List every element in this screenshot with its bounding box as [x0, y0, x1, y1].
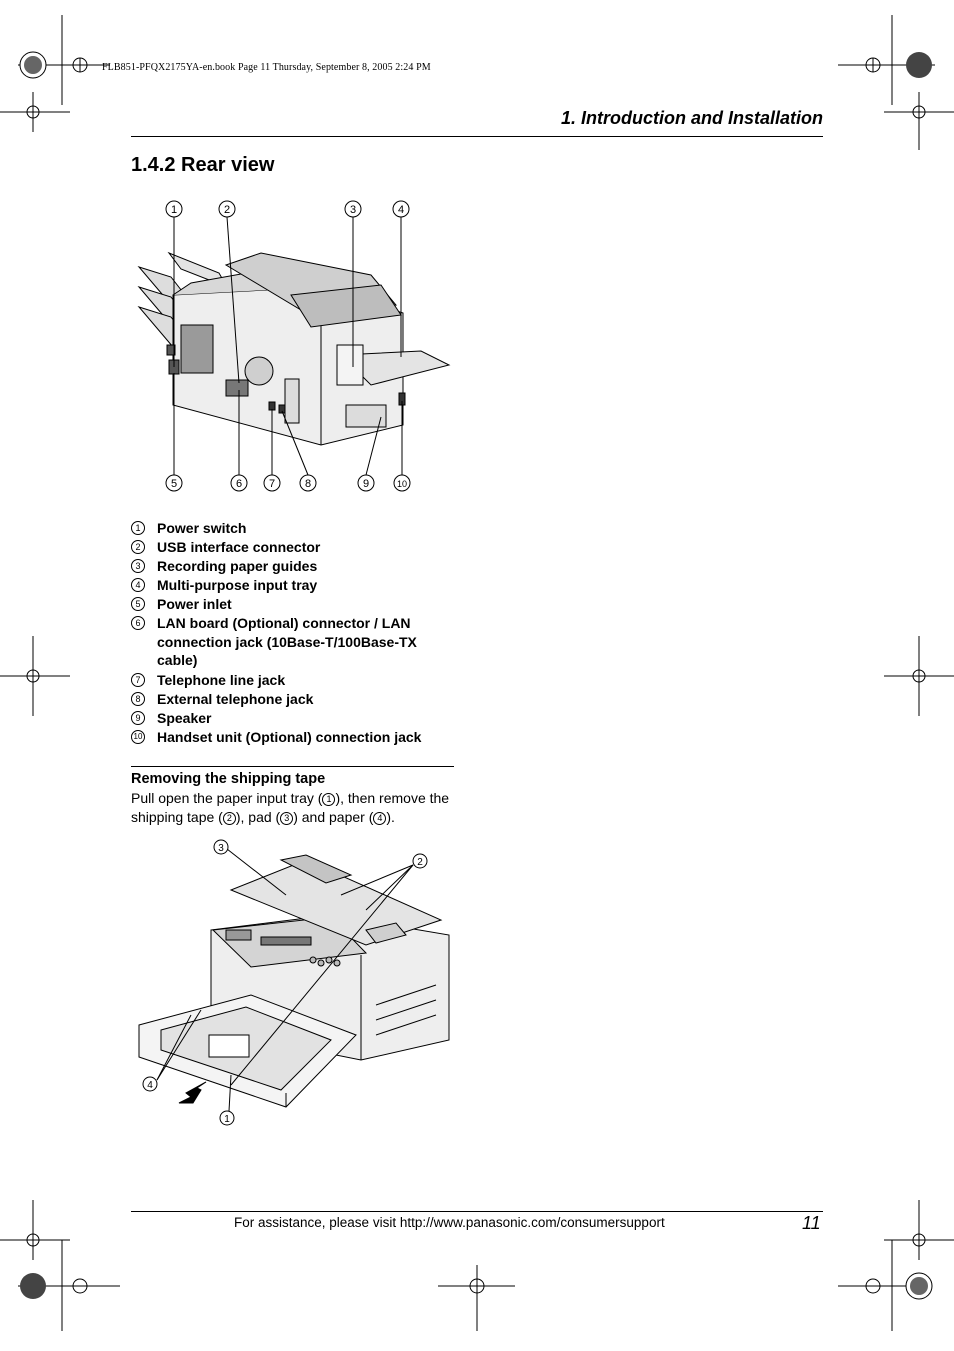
- item-label: Power switch: [157, 520, 247, 536]
- footer-rule: [131, 1211, 823, 1212]
- item-label: Telephone line jack: [157, 671, 286, 688]
- subsection-title: Removing the shipping tape: [131, 771, 326, 787]
- item-label: Speaker: [157, 709, 212, 726]
- item-number: 3: [131, 559, 145, 573]
- text-segment: ), pad (: [235, 809, 281, 825]
- list-item: [131, 671, 461, 690]
- rear-callout-label: 3: [349, 204, 357, 216]
- front-callout-label: 3: [218, 843, 224, 854]
- front-callout-label: 1: [224, 1114, 230, 1125]
- item-number: 5: [131, 597, 145, 611]
- inline-number: 3: [280, 812, 293, 825]
- rear-callout-label: 1: [170, 204, 178, 216]
- text-segment: ), then remove the shipping tape (: [131, 790, 450, 825]
- rear-callout-label: 4: [397, 204, 405, 216]
- rear-view-illustration: [131, 195, 461, 500]
- list-item: [131, 614, 461, 670]
- rear-callout-label: 8: [304, 478, 312, 490]
- text-segment: ) and paper (: [293, 809, 374, 825]
- text-segment: Pull open the paper input tray (: [131, 790, 323, 806]
- list-item: [131, 519, 461, 538]
- item-label: Handset unit (Optional) connection jack: [157, 728, 422, 745]
- list-item: [131, 576, 461, 595]
- item-label: LAN board (Optional) connector / LAN connection jack (10Base-T/100Base-TX cable): [157, 615, 417, 669]
- page-number: 11: [802, 1213, 821, 1233]
- front-callout-label: 4: [147, 1080, 153, 1091]
- inline-number: 2: [223, 812, 236, 825]
- list-item: [131, 557, 461, 576]
- list-item: [131, 595, 461, 614]
- rear-callout-label: 2: [223, 204, 231, 216]
- chapter-title: 1. Introduction and Installation: [560, 108, 823, 128]
- item-label: Recording paper guides: [157, 558, 318, 575]
- item-number: 1: [131, 521, 145, 535]
- print-slug: FLB851-PFQX2175YA-en.book Page 11 Thursday, September 8, 2005 2:24 PM: [102, 62, 431, 73]
- shipping-instructions: [131, 789, 461, 827]
- subsection-rule: [131, 766, 454, 767]
- item-label: USB interface connector: [157, 539, 321, 556]
- rear-callout-label: 9: [362, 478, 370, 490]
- section-title: 1.4.2 Rear view: [131, 154, 275, 176]
- rear-callout-label: 7: [268, 478, 276, 490]
- rear-callout-label: 10: [396, 479, 408, 489]
- list-item: [131, 538, 461, 557]
- front-callout-label: 2: [417, 857, 423, 868]
- item-label: Multi-purpose input tray: [157, 577, 318, 594]
- item-number: 10: [131, 730, 145, 744]
- list-item: [131, 728, 461, 747]
- inline-number: 4: [373, 812, 386, 825]
- item-label: Power inlet: [157, 596, 232, 613]
- rear-callout-label: 6: [235, 478, 243, 490]
- footer-assistance: For assistance, please visit http://www.panasonic.com/consumersupport: [234, 1215, 665, 1230]
- rear-callout-label: 5: [170, 478, 178, 490]
- item-number: 7: [131, 673, 145, 687]
- list-item: [131, 690, 461, 709]
- parts-list: [131, 519, 461, 747]
- header-rule: [131, 136, 823, 137]
- inline-number: 1: [322, 793, 335, 806]
- item-number: 6: [131, 616, 145, 630]
- list-item: [131, 709, 461, 728]
- front-view-illustration: [131, 835, 456, 1130]
- item-number: 9: [131, 711, 145, 725]
- item-number: 2: [131, 540, 145, 554]
- item-number: 8: [131, 692, 145, 706]
- item-label: External telephone jack: [157, 690, 314, 707]
- item-number: 4: [131, 578, 145, 592]
- text-segment: ).: [386, 809, 395, 825]
